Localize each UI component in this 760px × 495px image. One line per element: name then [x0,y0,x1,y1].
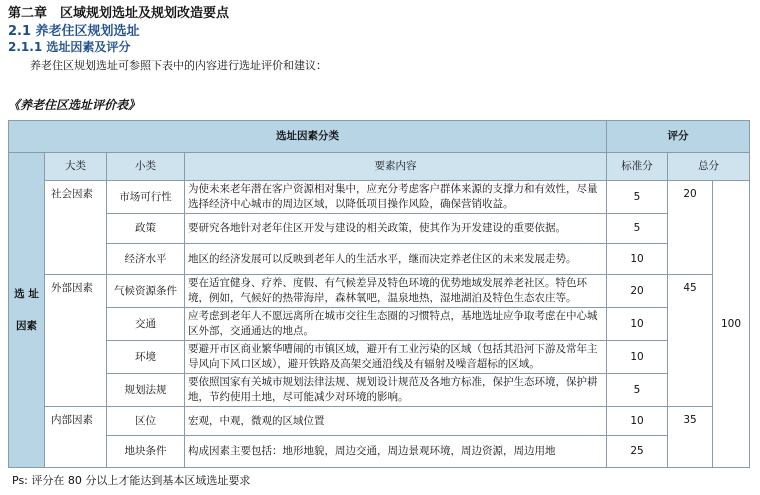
col-content: 要素内容 [185,153,607,181]
col-total: 总分 [668,153,750,181]
grand-total: 100 [713,181,750,468]
score-cell: 10 [607,244,668,275]
table-row [9,407,750,436]
side-label-bottom: 因素 [16,320,37,332]
minor-cell: 环境 [107,341,185,374]
content-cell: 构成因素主要包括：地形地貌，周边交通，周边景观环境，周边资源，周边用地 [185,436,607,468]
footnote: Ps: 评分在 80 分以上才能达到基本区域选址要求 [12,474,251,487]
col-minor: 小类 [107,153,185,181]
minor-cell: 交通 [107,308,185,341]
major-external: 外部因素 [45,275,107,407]
major-social: 社会因素 [45,181,107,275]
col-major: 大类 [45,153,107,181]
minor-cell: 气候资源条件 [107,275,185,308]
table-row [9,244,750,275]
score-cell: 10 [607,341,668,374]
chapter-title: 第二章 区域规划选址及规划改造要点 [8,6,230,21]
score-cell: 5 [607,374,668,407]
minor-cell: 区位 [107,407,185,436]
section-title: 2.1 养老住区规划选址 [8,24,140,39]
minor-cell: 地块条件 [107,436,185,468]
col-standard: 标准分 [607,153,668,181]
score-cell: 10 [607,308,668,341]
score-cell: 20 [607,275,668,308]
header-score: 评分 [607,121,750,153]
table-row [9,308,750,341]
score-cell: 10 [607,407,668,436]
minor-cell: 市场可行性 [107,181,185,214]
table-row [9,341,750,374]
content-cell: 地区的经济发展可以反映到老年人的生活水平，继而决定养老住区的未来发展走势。 [185,244,607,275]
table-row [9,374,750,407]
score-cell: 25 [607,436,668,468]
side-label-top: 选 址 [14,288,39,300]
side-label [9,153,45,468]
major-internal: 内部因素 [45,407,107,468]
subtotal-external: 45 [668,275,713,407]
table-row [9,275,750,308]
content-cell: 要研究各地针对老年住区开发与建设的相关政策，使其作为开发建设的重要依据。 [185,214,607,244]
content-cell: 应考虑到老年人不愿远离所在城市交往生态圈的习惯特点，基地选址应争取考虑在中心城区外部，交通通达的地点。 [185,308,607,341]
subtotal-internal: 35 [668,407,713,468]
minor-cell: 政策 [107,214,185,244]
content-cell: 要避开市区商业繁华嘈闹的市镇区域，避开有工业污染的区域（包括其沿河下游及常年主导风向下风口区域），避开铁路及高架交通沿线及有辐射及噪音超标的区域。 [185,341,607,374]
table-row [9,181,750,214]
content-cell: 为使未来老年潜在客户资源相对集中，应充分考虑客户群体来源的支撑力和有效性，尽量选择经济中心城市的周边区域，以降低项目操作风险，确保营销收益。 [185,181,607,214]
table-row [9,436,750,468]
subsection-title: 2.1.1 选址因素及评分 [8,40,131,54]
header-factor-category: 选址因素分类 [9,121,607,153]
content-cell: 要依照国家有关城市规划法律法规、规划设计规范及各地方标准，保护生态环境，保护耕地，节约使用土地，尽可能减少对环境的影响。 [185,374,607,407]
site-evaluation-table [8,120,750,468]
table-row [9,214,750,244]
score-cell: 5 [607,214,668,244]
table-caption: 《养老住区选址评价表》 [8,98,141,112]
minor-cell: 经济水平 [107,244,185,275]
content-cell: 要在适宜健身、疗养、度假、有气候差异及特色环境的优势地域发展养老社区。特色环境，例如，气候好的热带海岸，森林氧吧，温泉地热，湿地湖泊及特色生态农庄等。 [185,275,607,308]
score-cell: 5 [607,181,668,214]
minor-cell: 规划法规 [107,374,185,407]
subtotal-social: 20 [668,181,713,275]
content-cell: 宏观，中观，微观的区域位置 [185,407,607,436]
intro-text: 养老住区规划选址可参照下表中的内容进行选址评价和建议： [30,59,327,72]
